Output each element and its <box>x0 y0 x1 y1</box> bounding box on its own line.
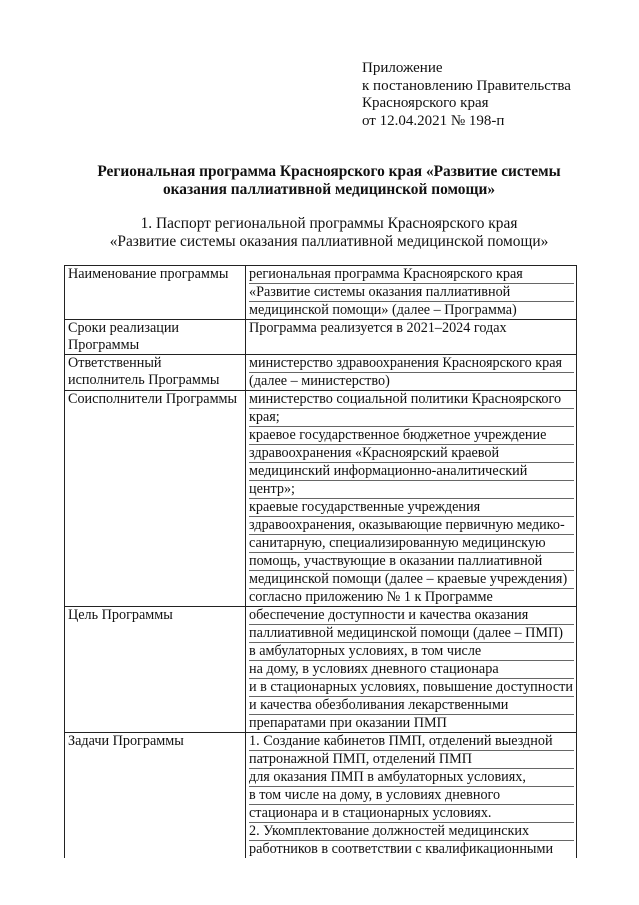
row-value-cell <box>246 391 577 607</box>
appendix-line: к постановлению Правительства <box>362 77 571 94</box>
row-value-line: медицинский информационно-аналитический <box>249 463 574 481</box>
row-label-line: Программы <box>68 337 140 353</box>
row-value-line: помощь, участвующие в оказании паллиативной <box>249 553 574 571</box>
row-value-line: центр»; <box>249 481 574 499</box>
title-line: оказания паллиативной медицинской помощи» <box>162 181 496 198</box>
row-value-line: и в стационарных условиях, повышение доступности <box>249 679 573 695</box>
row-value-line: «Развитие системы оказания паллиативной <box>249 284 574 302</box>
appendix-header <box>362 60 571 130</box>
row-value-line: и качества обезболивания лекарственными <box>249 697 574 715</box>
row-label-line: Цель Программы <box>68 607 173 623</box>
row-value-line: края; <box>249 409 574 427</box>
row-value-cell <box>246 266 577 320</box>
table-row <box>65 733 577 859</box>
row-value-line: для оказания ПМП в амбулаторных условиях, <box>249 769 574 787</box>
row-label-cell <box>65 355 246 391</box>
row-value-line: Программа реализуется в 2021–2024 годах <box>249 320 507 336</box>
row-value-line: 2. Укомплектование должностей медицинских <box>249 823 574 841</box>
row-value-line: медицинской помощи (далее – краевые учреждения) <box>249 571 574 589</box>
row-label-line: исполнитель Программы <box>68 372 220 388</box>
row-value-cell <box>246 355 577 391</box>
row-value-line: здравоохранения «Красноярский краевой <box>249 445 574 463</box>
subtitle-line: «Развитие системы оказания паллиативной медицинской помощи» <box>109 233 549 250</box>
appendix-line: от 12.04.2021 № 198-п <box>362 112 505 129</box>
row-value-line: краевые государственные учреждения <box>249 499 574 517</box>
passport-table <box>64 265 577 858</box>
row-value-cell <box>246 320 577 355</box>
row-value-line: на дому, в условиях дневного стационара <box>249 661 574 679</box>
row-label-cell <box>65 266 246 320</box>
row-value-line: патронажной ПМП, отделений ПМП <box>249 751 574 769</box>
row-label-cell <box>65 607 246 733</box>
row-value-line: министерство здравоохранения Красноярского края <box>249 355 574 373</box>
row-value-line: здравоохранения, оказывающие первичную медико- <box>249 517 574 535</box>
table-row <box>65 607 577 733</box>
row-value-line: согласно приложению № 1 к Программе <box>249 589 493 605</box>
row-value-line: обеспечение доступности и качества оказания <box>249 607 574 625</box>
row-label-cell <box>65 320 246 355</box>
row-value-line: в амбулаторных условиях, в том числе <box>249 643 574 661</box>
row-value-line: медицинской помощи» (далее – Программа) <box>249 302 517 318</box>
subtitle-line: 1. Паспорт региональной программы Красноярского края <box>140 215 518 232</box>
passport-table-body <box>65 266 577 859</box>
table-row <box>65 355 577 391</box>
row-value-line: (далее – министерство) <box>249 373 390 389</box>
row-label-line: Наименование программы <box>68 266 229 282</box>
row-value-line: министерство социальной политики Красноярского <box>249 391 574 409</box>
section-heading <box>64 215 594 251</box>
row-value-line: 1. Создание кабинетов ПМП, отделений выездной <box>249 733 574 751</box>
row-label-cell <box>65 733 246 859</box>
row-label-line: Сроки реализации <box>68 320 180 336</box>
row-label-line: Соисполнители Программы <box>68 391 238 407</box>
document-title <box>64 163 594 199</box>
row-value-line: в том числе на дому, в условиях дневного <box>249 787 574 805</box>
table-row <box>65 266 577 320</box>
table-row <box>65 320 577 355</box>
row-value-line: препаратами при оказании ПМП <box>249 715 447 731</box>
appendix-line: Приложение <box>362 60 443 76</box>
row-value-cell <box>246 607 577 733</box>
row-value-line: работников в соответствии с квалификационными <box>249 841 554 857</box>
row-value-line: паллиативной медицинской помощи (далее – ПМП) <box>249 625 574 643</box>
row-value-line: стационара и в стационарных условиях. <box>249 805 574 823</box>
row-label-line: Задачи Программы <box>68 733 184 749</box>
row-label-line: Ответственный <box>68 355 162 371</box>
table-row <box>65 391 577 607</box>
row-value-line: краевое государственное бюджетное учреждение <box>249 427 574 445</box>
row-value-cell <box>246 733 577 859</box>
appendix-line: Красноярского края <box>362 95 489 112</box>
row-value-line: региональная программа Красноярского края <box>249 266 574 284</box>
row-value-line: санитарную, специализированную медицинскую <box>249 535 574 553</box>
title-line: Региональная программа Красноярского края «Развитие системы <box>97 163 561 180</box>
row-label-cell <box>65 391 246 607</box>
